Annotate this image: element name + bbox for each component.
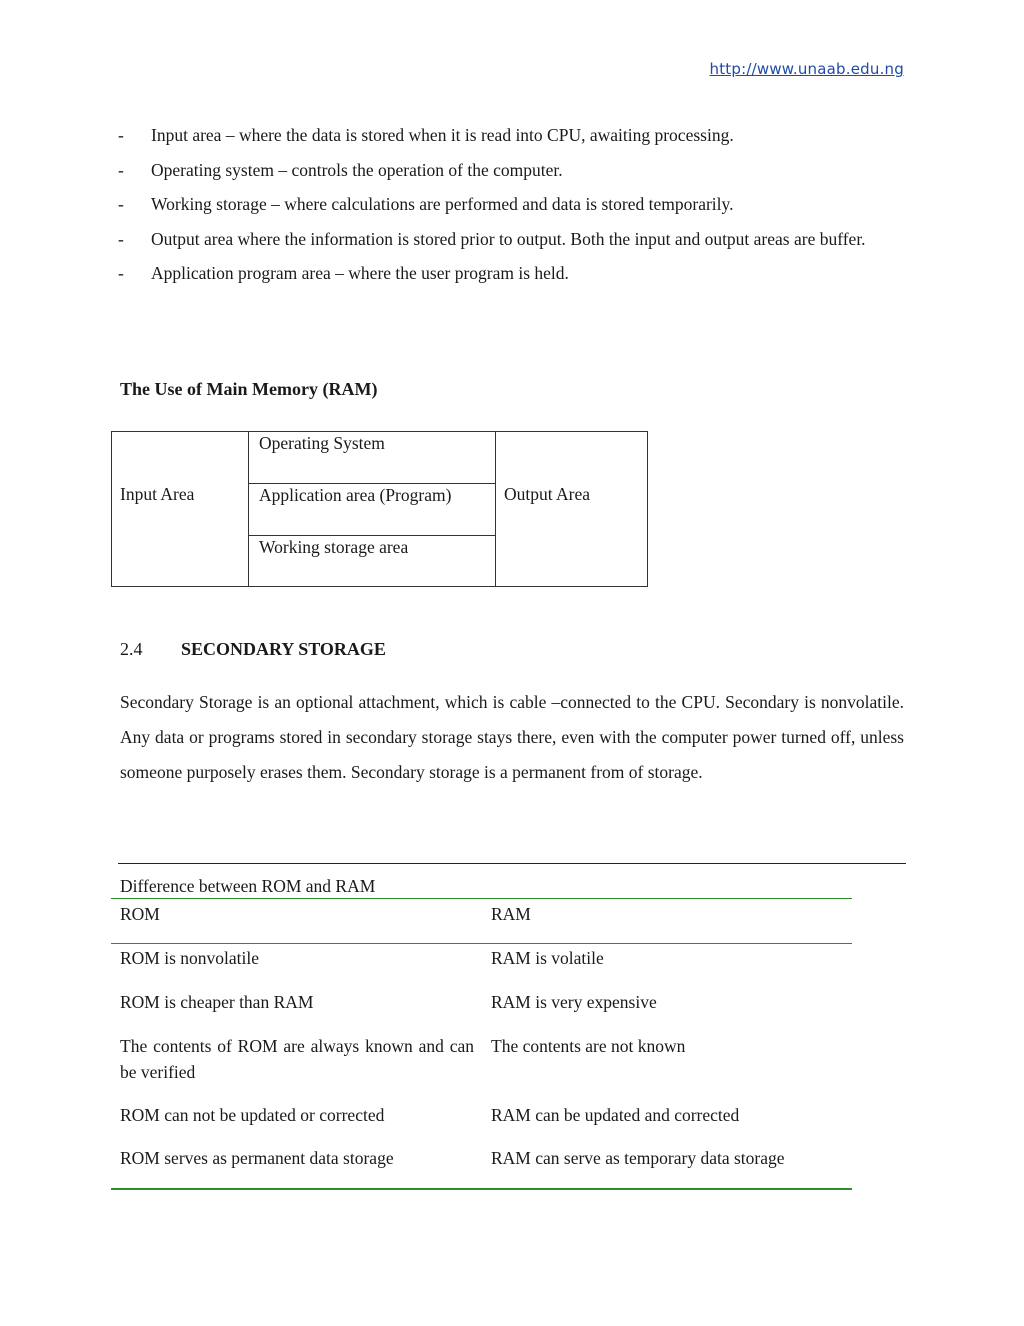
list-item xyxy=(118,153,904,188)
working-storage-cell: Working storage area xyxy=(259,537,409,557)
rom-cell: ROM is nonvolatile xyxy=(120,948,260,968)
ram-cell: RAM is volatile xyxy=(491,948,604,968)
list-item-text: Output area where the information is stored prior to output. Both the input and output areas are buffer. xyxy=(151,228,866,249)
output-area-label: Output Area xyxy=(504,484,591,504)
list-item-text: Working storage – where calculations are performed and data is stored temporarily. xyxy=(151,194,734,214)
input-area-label: Input Area xyxy=(120,484,195,504)
ram-cell: RAM can be updated and corrected xyxy=(491,1105,740,1125)
bullet-dash: - xyxy=(118,194,124,214)
section-title: SECONDARY STORAGE xyxy=(181,639,386,659)
input-area-column xyxy=(112,432,249,586)
list-item xyxy=(118,118,904,153)
rom-cell: ROM can not be updated or corrected xyxy=(120,1105,385,1125)
list-item-text: Operating system – controls the operation of the computer. xyxy=(151,159,563,180)
list-item xyxy=(118,187,904,222)
ram-cell: The contents are not known xyxy=(491,1036,686,1056)
rom-cell: ROM is cheaper than RAM xyxy=(120,992,314,1012)
ram-cell: RAM is very expensive xyxy=(491,992,657,1012)
list-item-text: Input area – where the data is stored when it is read into CPU, awaiting processing. xyxy=(151,125,734,145)
bullet-dash: - xyxy=(118,125,124,145)
table-top-rule xyxy=(118,863,906,864)
table-caption: Difference between ROM and RAM xyxy=(120,876,376,896)
caption-rule xyxy=(111,898,852,899)
list-item xyxy=(118,222,904,257)
rom-cell: The contents of ROM are always known and can be verified xyxy=(120,1036,474,1082)
bullet-dash: - xyxy=(118,263,124,283)
list-item-text: Application program area – where the user program is held. xyxy=(151,263,569,283)
section-number: 2.4 xyxy=(120,639,143,659)
header-rule xyxy=(111,943,852,944)
header-url-link[interactable]: http://www.unaab.edu.ng xyxy=(709,60,904,78)
memory-middle-column xyxy=(249,432,496,586)
header-ram: RAM xyxy=(491,904,531,924)
list-item xyxy=(118,256,904,291)
memory-areas-list xyxy=(118,118,904,291)
output-area-column xyxy=(496,432,647,586)
bullet-dash: - xyxy=(118,228,124,249)
operating-system-cell: Operating System xyxy=(249,432,495,484)
table-bottom-rule xyxy=(111,1188,852,1190)
secondary-storage-heading xyxy=(120,639,386,660)
ram-section-title: The Use of Main Memory (RAM) xyxy=(120,379,378,399)
ram-cell: RAM can serve as temporary data storage xyxy=(491,1148,785,1168)
bullet-dash: - xyxy=(118,159,124,180)
application-area-cell: Application area (Program) xyxy=(249,484,495,536)
secondary-storage-paragraph: Secondary Storage is an optional attachment, which is cable –connected to the CPU. Secondary is nonvolatile. Any data or programs stored in secondary storage stays there, even with the computer power turned off, unless someone purposely erases them. Secondary storage is a permanent from of storage. xyxy=(120,692,904,782)
header-rom: ROM xyxy=(120,904,160,924)
main-memory-diagram-table xyxy=(111,431,648,587)
rom-cell: ROM serves as permanent data storage xyxy=(120,1148,394,1168)
